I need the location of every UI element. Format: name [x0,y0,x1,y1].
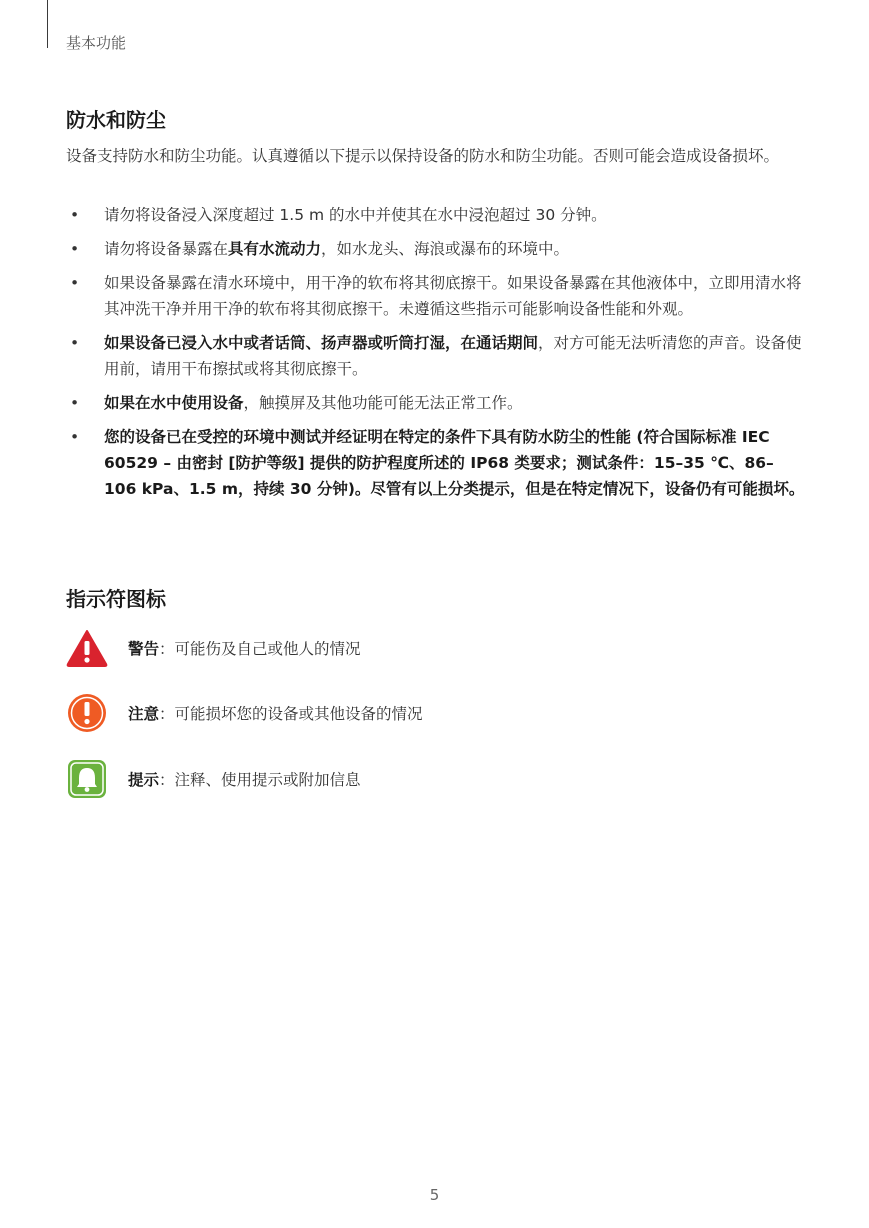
bullet-bold-text: 您的设备已在受控的环境中测试并经证明在特定的条件下具有防水防尘的性能 (符合国际标准 IEC 60529 – 由密封 [防护等级] 提供的防护程度所述的 IP68 类要求；测试条件：15–35 ℃、86–106 kPa、1.5 m，持续 30 分钟)。尽管有以上分类提示，但是在特定情况下，设备仍有可能损坏。 [104,428,805,498]
bullet-dot-icon: • [70,206,80,224]
indicator-description: ：注释、使用提示或附加信息 [159,771,361,789]
indicator-row-caution [66,693,423,733]
indicator-row-notice [66,759,361,799]
list-item [66,424,806,502]
list-item [66,236,806,262]
bullet-dot-icon: • [70,274,80,292]
page-number: 5 [429,1186,440,1204]
bullet-bold-text: 如果在水中使用设备 [104,394,244,412]
bullet-text: ，触摸屏及其他功能可能无法正常工作。 [243,394,523,412]
bullet-bold-text: 如果设备已浸入水中或者话筒、扬声器或听筒打湿，在通话期间 [104,334,539,352]
bullet-text: 请勿将设备浸入深度超过 1.5 m 的水中并使其在水中浸泡超过 30 分钟。 [104,206,607,224]
bullet-text: ，如水龙头、海浪或瀑布的环境中。 [321,240,570,258]
section-title-indicators: 指示符图标 [66,587,166,611]
list-item [66,202,806,228]
indicator-row-warning [66,628,361,668]
indicator-description: ：可能损坏您的设备或其他设备的情况 [159,705,423,723]
indicator-label: 提示 [128,771,160,789]
caution-circle-icon [66,693,108,733]
bullet-dot-icon: • [70,394,80,412]
indicator-label: 注意 [128,705,160,723]
notice-bell-icon [66,759,108,799]
bullet-text: ，对方可能无法听清您的声音。设备使用前，请用干布擦拭或将其彻底擦干。 [104,334,802,378]
bullet-dot-icon: • [70,334,80,352]
waterproof-bullet-list [66,202,806,510]
bullet-bold-text: 具有水流动力 [228,240,322,258]
waterproof-intro: 设备支持防水和防尘功能。认真遵循以下提示以保持设备的防水和防尘功能。否则可能会造成设备损坏。 [66,147,780,165]
list-item [66,270,806,322]
indicator-description: ：可能伤及自己或他人的情况 [159,640,361,658]
bullet-dot-icon: • [70,240,80,258]
list-item [66,330,806,382]
chapter-title: 基本功能 [66,34,127,52]
section-title-waterproof: 防水和防尘 [66,108,166,132]
bullet-dot-icon: • [70,428,80,446]
indicator-label: 警告 [128,640,160,658]
bullet-text: 如果设备暴露在清水环境中，用干净的软布将其彻底擦干。如果设备暴露在其他液体中，立即用清水将其冲洗干净并用干净的软布将其彻底擦干。未遵循这些指示可能影响设备性能和外观。 [104,274,802,318]
corner-rule [47,0,48,48]
warning-triangle-icon [66,628,108,668]
list-item [66,390,806,416]
bullet-prefix: 请勿将设备暴露在 [104,240,229,258]
